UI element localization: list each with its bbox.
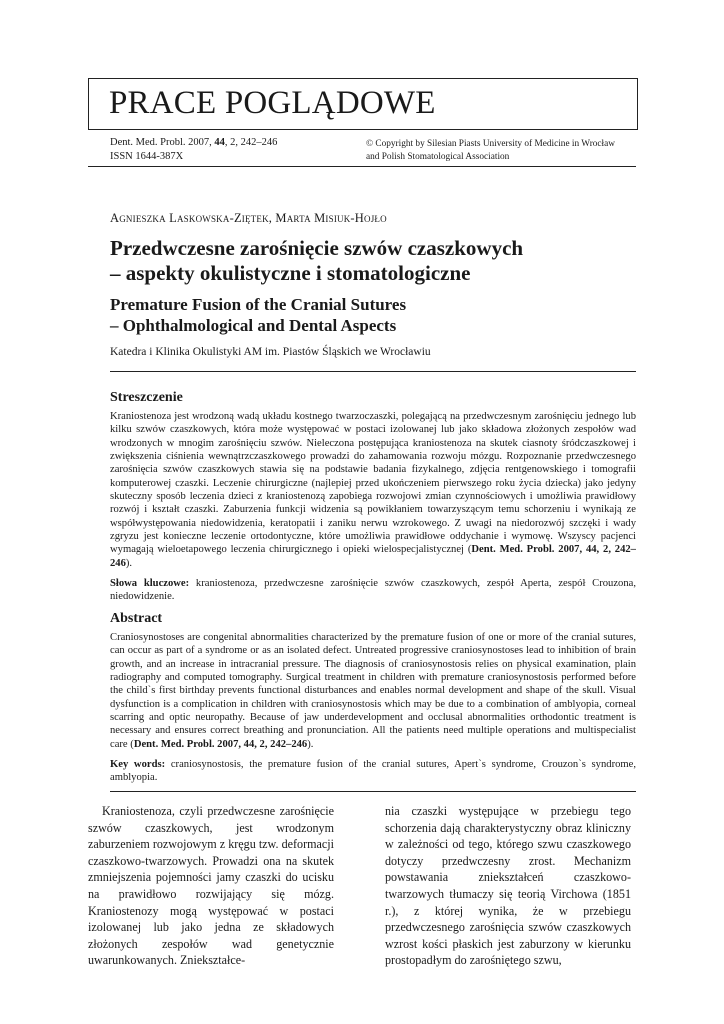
divider-bottom — [110, 791, 636, 792]
affiliation: Katedra i Klinika Okulistyki AM im. Piastów Śląskich we Wrocławiu — [110, 346, 431, 358]
authors — [110, 211, 387, 226]
title-english-line-1: Premature Fusion of the Cranial Sutures — [110, 295, 407, 314]
keywords-english-label: Key words: — [110, 759, 166, 770]
keywords-polish-label: Słowa kluczowe: — [110, 578, 190, 589]
streszczenie-heading: Streszczenie — [110, 390, 183, 405]
streszczenie-text — [110, 410, 636, 570]
copyright-line-1: © Copyright by Silesian Piasts University of Medicine in Wrocław — [366, 139, 615, 149]
copyright-notice — [366, 138, 615, 163]
title-polish-line-1: Przedwczesne zarośnięcie szwów czaszkowych — [110, 236, 524, 260]
citation-suffix: , 2, 242–246 — [224, 137, 278, 148]
journal-citation — [110, 136, 277, 164]
section-title: PRACE POGLĄDOWE — [109, 85, 436, 121]
title-polish — [110, 236, 630, 286]
keywords-polish-list: kraniostenoza, przedwczesne zarośnięcie szwów czaszkowych, zespół Aperta, zespół Crouzona, niedowidzenie. — [110, 578, 636, 603]
author-names: Agnieszka Laskowska-Ziętek, Marta Misiuk-Hojło — [110, 211, 387, 225]
abstract-end: ). — [307, 738, 314, 750]
streszczenie-end: ). — [125, 557, 133, 569]
citation-volume: 44 — [214, 137, 225, 148]
copyright-line-2: and Polish Stomatological Association — [366, 151, 510, 162]
keywords-english-list: craniosynostosis, the premature fusion of the cranial sutures, Apert`s syndrome, Crouzon`s syndrome, amblyopia. — [110, 759, 636, 784]
abstract-heading: Abstract — [110, 611, 163, 626]
title-english — [110, 294, 630, 336]
body-column-right: nia czaszki występujące w przebiegu tego schorzenia dają charakterystyczny obraz kliniczny w zależności od tego, którego szwu czaszkowego dotyczy przedwczesny zrost. Mechanizm powstawania zniekształceń czaszkowo-twarzowych tłumaczy się teorią Virchowa (1851 r.), z której wynika, że w przebiegu przedwczesnego zarośnięcia szwów czaszkowych wzrost kości płaskich jest zaburzony w kierunku prostopadłym do zarośniętego szwu, — [385, 804, 631, 968]
title-polish-line-2: – aspekty okulistyczne i stomatologiczne — [110, 261, 471, 285]
section-header-box — [88, 78, 638, 130]
abstract-citation: Dent. Med. Probl. 2007, 44, 2, 242–246 — [133, 738, 308, 750]
divider-top — [110, 371, 636, 372]
abstract-text — [110, 631, 636, 751]
keywords-polish — [110, 577, 636, 604]
abstract-body: Craniosynostoses are congenital abnormalities characterized by the premature fusion of one or more of the cranial sutures, can occur as part of a syndrome or as an isolated defect. Untreated progressive craniosynostoses lead to inhibition of brain growth, and an increase in intracranial pressure. The diagnosis of craniosynostosis relies on physical examination, plain radiography and computed tomography. Surgical treatment in children with premature craniosynostosis performed before the child`s first birthday prevents functional disturbances and enables normal development and shape of the skull. Visual dysfunction is a complication in children with craniosynostosis which may be due to a combination of amblyopia, corneal scarring and optic neuropathy. Because of jaw underdevelopment and occlusal abnormalities orthodontic treatment is necessary and ensures correct breathing and pronunciation. All the patients need multiple operations and multispecialist care ( — [110, 632, 636, 750]
streszczenie-body: Kraniostenoza jest wrodzoną wadą układu kostnego twarzoczaszki, polegającą na przedwczesnym zarośnięciu jednego lub kilku szwów czaszkowych, która może występować w postaci izolowanej lub jako składowa złożonych zespołów wad wrodzonych w mnogim zarośnięciu szwów. Nieleczona postępująca kraniostenoza na skutek ciasnoty śródczaszkowej i zwiększenia ciśnienia wewnątrzczaszkowego prowadzi do zahamowania rozwoju mózgu. Rozpoznanie przedwczesnego zarośnięcia szwów czaszkowych stawia się na podstawie badania fizykalnego, zdjęcia rentgenowskiego i tomografii komputerowej czaszki. Leczenie chirurgiczne (najlepiej przed ukończeniem pierwszego roku życia dziecka) jako jedyny skuteczny sposób leczenia dzieci z kraniostenozą zapobiega rozwojowi zmian czynnościowych i umożliwia prawidłowy rozwój i kształt czaszki. Zaburzenia funkcji widzenia są powikłaniem towarzyszącym temu schorzeniu i wynikają ze współwystępowania niedowidzenia, keratopatii i zaniku nerwu wzrokowego. Z uwagi na niedorozwój szczęki i wady zgryzu jest konieczne leczenie ortodontyczne, które umożliwia prawidłowe oddychanie i wymowę. Wszyscy pacjenci wymagają wieloetapowego leczenia chirurgicznego i opieki wielospecjalistycznej ( — [110, 411, 636, 556]
body-column-left: Kraniostenoza, czyli przedwczesne zarośnięcie szwów czaszkowych, jest wrodzonym zaburzeniem rozwojowym z kręgu tzw. deformacji czaszkowo-twarzowych. Prowadzi ona na skutek zmniejszenia pojemności jamy czaszki do ucisku na prawidłowo rozwijający się mózg. Kraniostenozy mogą występować w postaci izolowanej lub jako jedna ze składowych złożonych zespołów wad genetycznie uwarunkowanych. Zniekształce- — [88, 804, 334, 968]
issn: ISSN 1644-387X — [110, 151, 184, 162]
citation-prefix: Dent. Med. Probl. 2007, — [110, 137, 215, 148]
journal-reference-block — [88, 130, 636, 167]
streszczenie-citation: Dent. Med. Probl. 2007, 44, 2, 242–246 — [110, 544, 636, 569]
keywords-english — [110, 758, 636, 785]
title-english-line-2: – Ophthalmological and Dental Aspects — [110, 316, 397, 335]
